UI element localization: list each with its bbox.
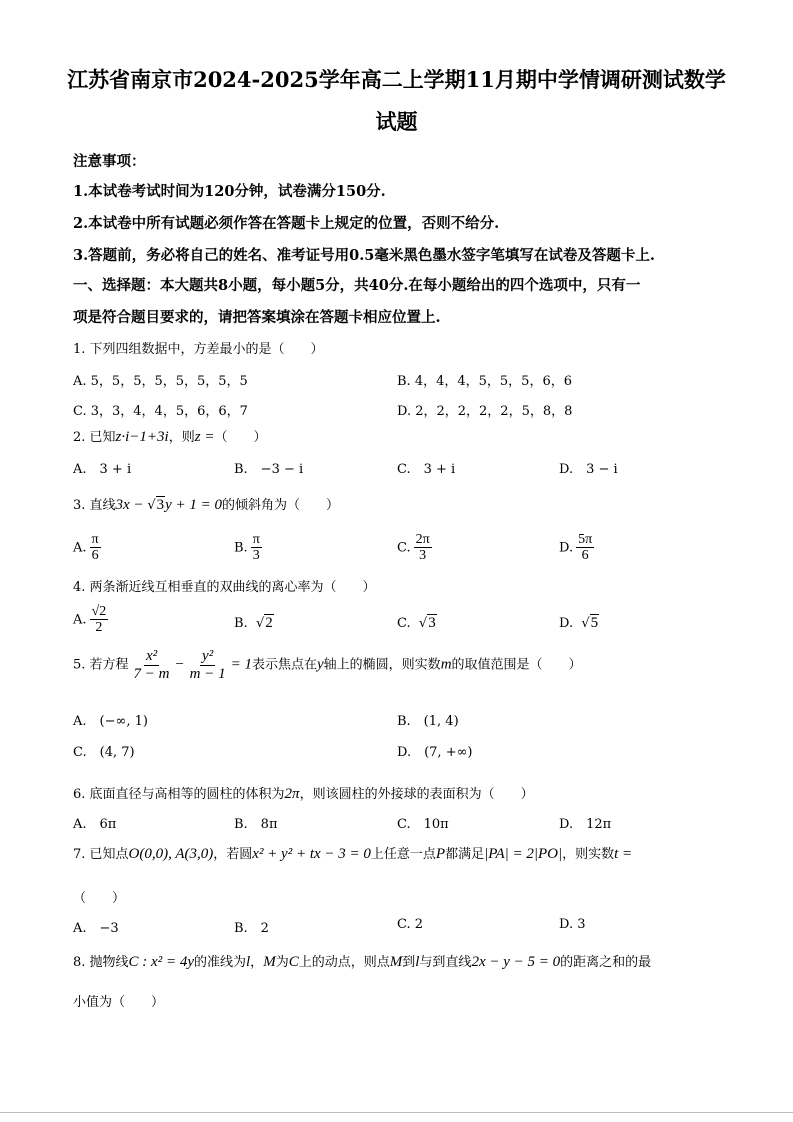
q8-mid6: 与到直线 (419, 955, 472, 970)
q3-b-num: π (252, 532, 260, 547)
q3-b-den: 3 (252, 548, 260, 564)
q3-expr-b: y + 1 = 0 (165, 497, 223, 513)
q7-expr3: |PA| = 2|PO| (484, 846, 563, 862)
q5-stem (73, 648, 582, 682)
sqrt-icon: √ (255, 616, 265, 631)
exam-title-line1: 江苏省南京市2024-2025学年高二上学期11月期中学情调研测试数学 (67, 67, 726, 92)
q4-b-label: B. (234, 616, 248, 631)
q3-expr-a: 3x − (115, 497, 148, 513)
q4-stem: 4. 两条渐近线互相垂直的双曲线的离心率为（ ） (73, 580, 376, 595)
q1-option-c: C. 3，3，4，4，5，6，6，7 (73, 404, 248, 419)
q7-option-d: D. 3 (559, 917, 586, 932)
q6-option-c: C. 10π (397, 817, 449, 832)
q5-post2: 的取值范围是（ ） (451, 657, 582, 673)
q7-mid4: ，则实数 (562, 847, 615, 862)
q4-a-label: A. (73, 612, 87, 628)
q1-option-d: D. 2，2，2，2，2，5，8，8 (397, 404, 573, 419)
q5-option-b: B. (1, 4) (397, 714, 459, 729)
q6-post: ，则该圆柱的外接球的表面积为（ ） (299, 787, 534, 802)
q7-option-a: A. −3 (73, 921, 119, 936)
notice-item-3: 3.答题前，务必将自己的姓名、准考证号用0.5毫米黑色墨水签字笔填写在试卷及答题卡上. (73, 247, 655, 264)
q3-b-frac (251, 532, 262, 564)
q8-mid4: 上的动点，则点 (298, 955, 390, 970)
q3-d-label: D. (559, 540, 574, 556)
q2-expr: z·i−1+3i (115, 429, 169, 445)
q4-option-a (73, 604, 111, 636)
q3-option-b (234, 532, 265, 564)
q6-option-a: A. 6π (73, 817, 117, 832)
q4-c-rad: 3 (428, 615, 436, 631)
q6-pre: 6. 底面直径与高相等的圆柱的体积为 (73, 787, 285, 802)
q3-stem (73, 494, 339, 514)
q3-option-d (559, 532, 597, 564)
q8-pre: 8. 抛物线 (73, 955, 129, 970)
q8-line2: 小值为（ ） (73, 995, 165, 1010)
section1-intro-line1: 一、选择题：本大题共8小题，每小题5分，共40分.在每小题给出的四个选项中，只有一 (73, 277, 641, 294)
q4-c-label: C. (397, 616, 411, 631)
q3-option-a (73, 532, 104, 564)
section1-intro-line2: 项是符合题目要求的，请把答案填涂在答题卡相应位置上. (73, 309, 441, 326)
q3-c-frac (414, 532, 432, 564)
q2-post: （ ） (214, 430, 267, 445)
sqrt-icon: √ (581, 616, 590, 631)
q3-a-num: π (91, 532, 99, 547)
q3-a-frac (90, 532, 101, 564)
q3-post: 的倾斜角为（ ） (222, 498, 340, 513)
q6-stem (73, 783, 534, 803)
q3-a-den: 6 (91, 548, 99, 564)
q2-expr2: z = (194, 429, 215, 445)
q5-var: m (440, 656, 452, 673)
q4-b-rad: 2 (265, 615, 273, 631)
q4-a-num: √2 (91, 604, 107, 619)
q7-t: t = (614, 846, 633, 862)
q8-l2: l (415, 954, 420, 970)
notice-item-2: 2.本试卷中所有试题必须作答在答题卡上规定的位置，否则不给分. (73, 215, 500, 232)
q4-a-den: 2 (95, 620, 103, 636)
q4-d-rad: 5 (590, 615, 599, 631)
sqrt-icon: √ (147, 498, 156, 513)
q7-expr2: x² + y² + tx − 3 = 0 (252, 846, 371, 862)
q5-eq: = 1 (230, 656, 252, 673)
q2-option-a: A. 3 + i (73, 462, 132, 477)
q5-option-a: A. (−∞, 1) (73, 714, 148, 729)
q5-f2-num: y² (202, 648, 214, 664)
page-bottom-divider (0, 1112, 793, 1113)
sqrt-icon: √ (418, 616, 428, 631)
q8-m2: M (389, 954, 403, 970)
q8-mid3: 为 (275, 955, 289, 970)
q5-option-d: D. (7, +∞) (397, 745, 473, 760)
notice-heading: 注意事项： (73, 153, 146, 170)
q5-f2-den: m − 1 (189, 665, 226, 682)
q8-expr2: 2x − y − 5 = 0 (471, 954, 561, 970)
q3-option-c (397, 532, 435, 564)
q1-option-b: B. 4，4，4，5，5，5，6，6 (397, 374, 572, 389)
q1-option-a: A. 5，5，5，5，5，5，5，5 (73, 374, 248, 389)
q4-a-frac (90, 604, 109, 636)
q5-minus: − (174, 656, 185, 673)
q2-pre: 2. 已知 (73, 430, 116, 445)
q8-mid2: ， (250, 955, 264, 970)
q5-pre: 5. 若方程 (73, 657, 129, 673)
q4-option-b (234, 614, 274, 632)
q5-f1-den: 7 − m (133, 665, 170, 682)
q5-frac2 (188, 648, 228, 682)
q3-d-num: 5π (578, 532, 593, 547)
q5-post1: 轴上的椭圆，则实数 (323, 657, 441, 673)
q6-option-d: D. 12π (559, 817, 612, 832)
q3-d-frac (576, 532, 594, 564)
q5-f1-num: x² (145, 648, 158, 664)
q2-option-b: B. −3 − i (234, 462, 304, 477)
q2-mid: ，则 (168, 430, 195, 445)
q4-option-c (397, 614, 437, 632)
q7-mid2: 上任意一点 (370, 847, 436, 862)
q2-stem (73, 426, 266, 446)
q5-option-c: C. (4, 7) (73, 745, 135, 760)
q8-mid1: 的准线为 (193, 955, 246, 970)
q3-c-num: 2π (415, 532, 430, 547)
q3-expr-sqrt: 3 (156, 497, 165, 513)
q3-d-den: 6 (581, 548, 589, 564)
q7-option-c: C. 2 (397, 917, 424, 932)
q8-c: C (288, 954, 299, 970)
q7-expr1: O(0,0), A(3,0) (128, 846, 214, 862)
q3-a-label: A. (73, 540, 87, 556)
q5-mid: 表示焦点在 (251, 657, 317, 673)
q6-expr: 2π (284, 786, 300, 802)
q8-l: l (246, 954, 251, 970)
q6-option-b: B. 8π (234, 817, 278, 832)
q3-c-den: 3 (419, 548, 427, 564)
q8-expr1: C : x² = 4y (128, 954, 194, 970)
q3-c-label: C. (397, 540, 411, 556)
q4-d-label: D. (559, 616, 574, 631)
q8-mid5: 到 (402, 955, 416, 970)
q8-post: 的距离之和的最 (560, 955, 652, 970)
q2-option-d: D. 3 − i (559, 462, 618, 477)
q3-b-label: B. (234, 540, 248, 556)
q5-axis: y (317, 656, 324, 673)
q7-mid1: ，若圆 (213, 847, 253, 862)
q1-stem: 1. 下列四组数据中，方差最小的是（ ） (73, 342, 324, 357)
q7-mid3: 都满足 (445, 847, 485, 862)
notice-item-1: 1.本试卷考试时间为120分钟，试卷满分150分. (73, 183, 386, 200)
q4-option-d (559, 614, 599, 632)
q7-option-b: B. 2 (234, 921, 269, 936)
q7-stem (73, 843, 632, 863)
q8-stem (73, 951, 651, 971)
q7-answer-paren: （ ） (73, 891, 126, 906)
q3-pre: 3. 直线 (73, 498, 116, 513)
exam-title-line2: 试题 (375, 109, 418, 134)
q7-pre: 7. 已知点 (73, 847, 129, 862)
q7-point-p: P (435, 846, 446, 862)
q8-m: M (263, 954, 276, 970)
q2-option-c: C. 3 + i (397, 462, 456, 477)
q5-frac1 (132, 648, 172, 682)
